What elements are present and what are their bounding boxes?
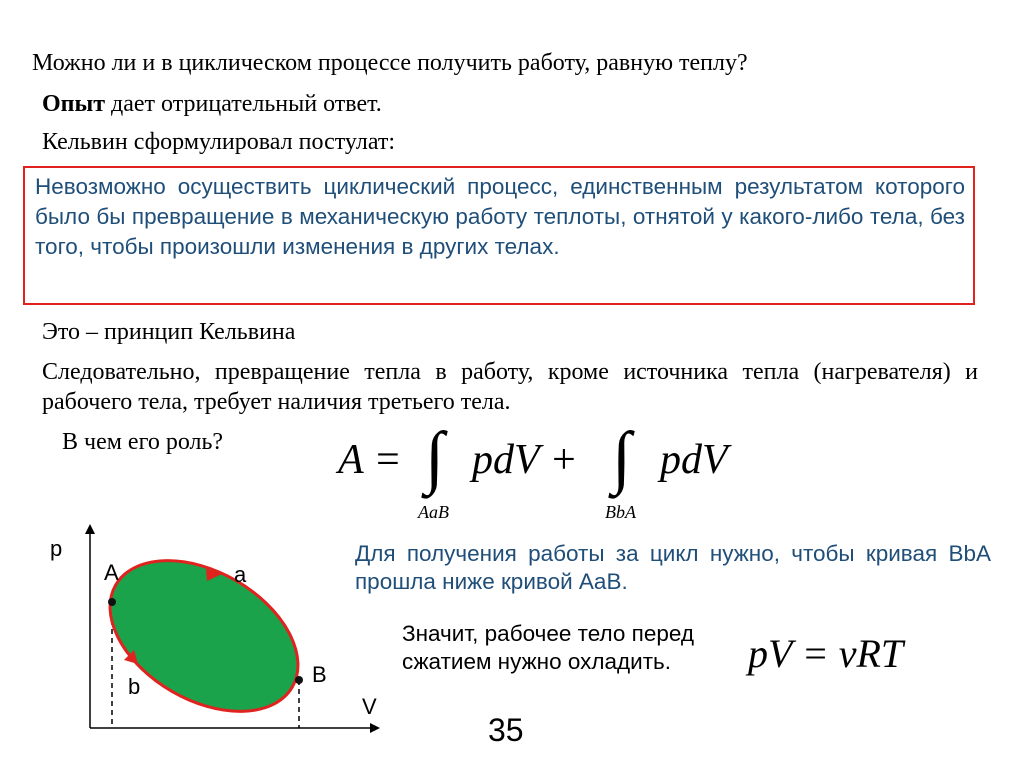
formula-lhs: A = (338, 437, 402, 483)
point-b (295, 676, 303, 684)
explanation-text: Для получения работы за цикл нужно, чтобы кривая BbA прошла ниже кривой AaB. (355, 541, 991, 594)
pv-diagram (0, 510, 400, 750)
point-a (108, 598, 116, 606)
formula-term-1: pdV + (472, 437, 578, 483)
conclusion-text: Следовательно, превращение тепла в работу, кроме источника тепла (нагревателя) и рабочего тела, требует наличия третьего тела. (42, 359, 978, 415)
principle-text: Это – принцип Кельвина (42, 319, 296, 345)
gas-law-formula: pV = νRT (748, 631, 904, 676)
label-curve-b: b (128, 674, 141, 699)
experience-line (42, 90, 382, 118)
integral-sign-2: ∫ (612, 419, 632, 496)
experience-rest: дает отрицательный ответ. (105, 91, 382, 117)
page-number: 35 (488, 712, 524, 748)
label-point-a: A (104, 560, 119, 585)
role-question: В чем его роль? (62, 429, 224, 455)
integral-limit-2: BbA (605, 502, 636, 522)
postulate-text: Невозможно осуществить циклический процесс, единственным результатом которого было бы превращение в механическую работу теплоты, отнятой у какого-либо тела, без того, чтобы произошли изменения в других телах. (35, 174, 965, 259)
cycle-area (84, 530, 325, 743)
label-curve-a: a (234, 562, 247, 587)
axis-label-p: p (50, 536, 63, 561)
integral-sign-1: ∫ (425, 419, 445, 496)
formula-term-2: pdV (660, 437, 728, 483)
integral-limit-1: AaB (418, 502, 449, 522)
axis-label-v: V (362, 694, 377, 719)
experience-bold: Опыт (42, 91, 106, 117)
label-point-b: B (312, 662, 327, 687)
kelvin-intro: Кельвин сформулировал постулат: (42, 129, 396, 155)
question-text: Можно ли и в циклическом процессе получить работу, равную теплу? (32, 50, 748, 76)
cooling-text: Значит, рабочее тело перед сжатием нужно охладить. (402, 621, 694, 674)
